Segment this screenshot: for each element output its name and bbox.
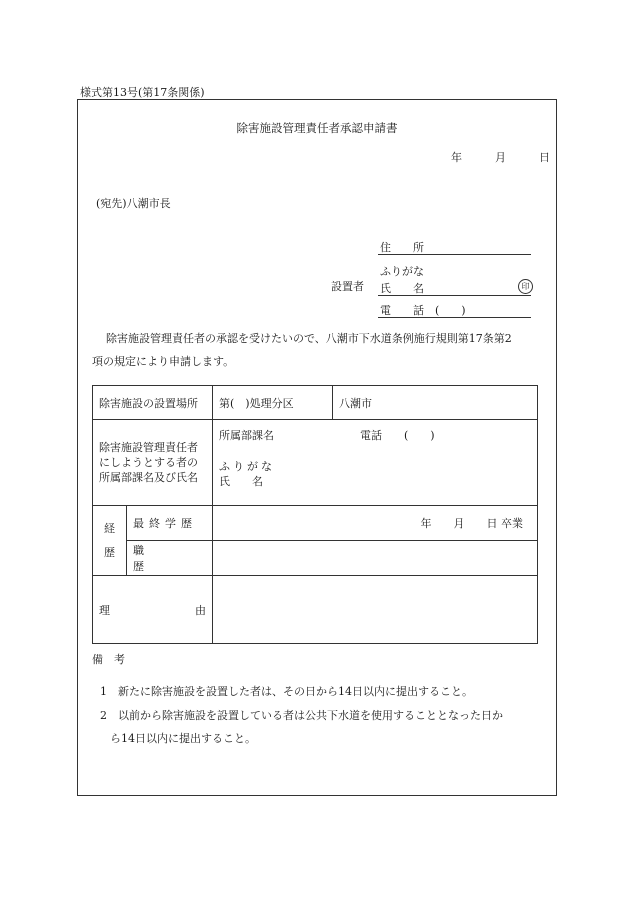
- manager-label: 除害施設管理責任者にしようとする者の所属部課名及び氏名: [93, 420, 213, 506]
- name-label: 氏 名: [380, 282, 424, 295]
- furigana-field: [378, 263, 531, 278]
- manager-name-label: 氏 名: [219, 475, 263, 488]
- remark-2: [100, 704, 548, 750]
- career-label: [93, 506, 127, 576]
- reason-label-2: 由: [195, 603, 206, 617]
- reason-cell[interactable]: [213, 576, 538, 644]
- manager-furigana: ふりがな: [219, 460, 275, 473]
- date-month: 月: [495, 151, 506, 164]
- remark-2-line-2: ら14日以内に提出すること。: [110, 732, 256, 745]
- reason-label-1: 理: [99, 603, 110, 617]
- job-cell[interactable]: [213, 541, 538, 576]
- district-cell[interactable]: 第( )処理分区: [213, 386, 333, 420]
- address-field[interactable]: [378, 239, 531, 255]
- education-row: [93, 506, 538, 541]
- furigana-label: ふりがな: [380, 265, 424, 278]
- reason-row: [93, 576, 538, 644]
- location-row: [93, 386, 538, 420]
- statement-line-1: 除害施設管理責任者の承認を受けたいので、八潮市下水道条例施行規則第17条第2: [106, 332, 512, 345]
- manager-row: [93, 420, 538, 506]
- addressee: (宛先)八潮市長: [96, 197, 171, 210]
- graduation-cell[interactable]: 年 月 日 卒業: [213, 506, 538, 541]
- request-statement: [92, 327, 552, 373]
- statement-line-2: 項の規定により申請します。: [92, 355, 235, 368]
- form-frame: [77, 99, 557, 796]
- form-id: 様式第13号(第17条関係): [80, 86, 205, 99]
- dept-label: 所属部課名: [219, 429, 274, 442]
- job-label: 職歴: [127, 541, 213, 576]
- manager-cell[interactable]: [213, 420, 538, 506]
- city-cell[interactable]: 八潮市: [333, 386, 538, 420]
- remarks-heading: 備 考: [92, 653, 125, 666]
- location-label: 除害施設の設置場所: [93, 386, 213, 420]
- career-label-2: 歴: [104, 545, 115, 559]
- applicant-label: 設置者: [331, 280, 364, 293]
- application-table: [92, 385, 538, 644]
- seal-icon: 印: [518, 279, 533, 294]
- date-day: 日: [539, 151, 550, 164]
- phone-label: 電 話 ( ): [380, 304, 466, 317]
- address-label: 住 所: [380, 241, 424, 254]
- remark-1: 1 新たに除害施設を設置した者は、その日から14日以内に提出すること。: [100, 685, 473, 698]
- reason-label: [93, 576, 213, 644]
- form-title: 除害施設管理責任者承認申請書: [236, 121, 398, 135]
- remark-2-line-1: 2 以前から除害施設を設置している者は公共下水道を使用することとなった日か: [100, 709, 503, 722]
- date-year: 年: [451, 151, 462, 164]
- phone-field[interactable]: [378, 302, 531, 318]
- career-label-1: 経: [104, 521, 115, 535]
- name-field[interactable]: [378, 280, 531, 296]
- date-line: [451, 149, 550, 165]
- tel-label: 電話 ( ): [360, 429, 435, 442]
- education-label: 最終学歴: [127, 506, 213, 541]
- job-row: [93, 541, 538, 576]
